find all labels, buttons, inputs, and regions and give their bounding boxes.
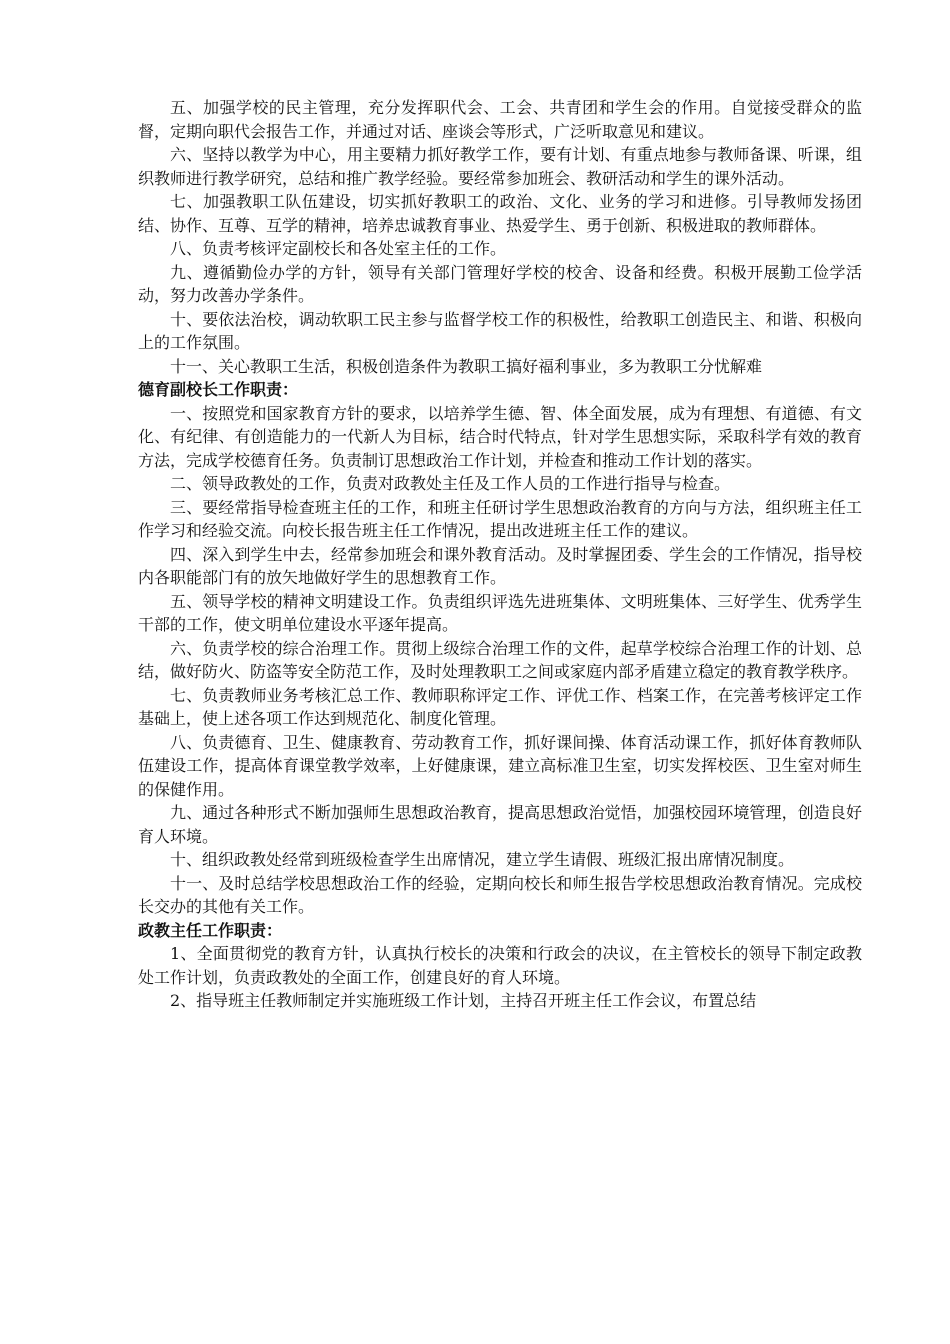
paragraph-principal-6: 六、坚持以教学为中心，用主要精力抓好教学工作，要有计划、有重点地参与教师备课、听课，组织教师进行教学研究，总结和推广教学经验。要经常参加班会、教研活动和学生的课外活动。 [138, 145, 862, 188]
paragraph-moral-2: 二、领导政教处的工作，负责对政教处主任及工作人员的工作进行指导与检查。 [170, 474, 731, 493]
paragraph-moral-6: 六、负责学校的综合治理工作。贯彻上级综合治理工作的文件，起草学校综合治理工作的计划、总结，做好防火、防盗等安全防范工作，及时处理教职工之间或家庭内部矛盾建立稳定的教育教学秩序。 [138, 638, 862, 681]
paragraph-moral-10: 十、组织政教处经常到班级检查学生出席情况，建立学生请假、班级汇报出席情况制度。 [170, 850, 795, 869]
section-principal-duties-continued [138, 96, 862, 378]
paragraph-moral-3: 三、要经常指导检查班主任的工作，和班主任研讨学生思想政治教育的方向与方法，组织班主任工作学习和经验交流。向校长报告班主任工作情况，提出改进班主任工作的建议。 [138, 497, 862, 540]
paragraph-moral-1: 一、按照党和国家教育方针的要求，以培养学生德、智、体全面发展，成为有理想、有道德、有文化、有纪律、有创造能力的一代新人为目标，结合时代特点，针对学生思想实际，采取科学有效的教育方法，完成学校德育任务。负责制订思想政治工作计划，并检查和推动工作计划的落实。 [138, 403, 862, 470]
paragraph-moral-9: 九、通过各种形式不断加强师生思想政治教育，提高思想政治觉悟，加强校园环境管理，创造良好育人环境。 [138, 803, 862, 846]
paragraph-moral-8: 八、负责德育、卫生、健康教育、劳动教育工作，抓好课间操、体育活动课工作，抓好体育教师队伍建设工作，提高体育课堂教学效率，上好健康课，建立高标准卫生室，切实发挥校医、卫生室对师生的保健作用。 [138, 732, 862, 799]
paragraph-principal-5: 五、加强学校的民主管理，充分发挥职代会、工会、共青团和学生会的作用。自觉接受群众的监督，定期向职代会报告工作，并通过对话、座谈会等形式，广泛听取意见和建议。 [138, 98, 862, 141]
paragraph-principal-9: 九、遵循勤俭办学的方针，领导有关部门管理好学校的校舍、设备和经费。积极开展勤工俭学活动，努力改善办学条件。 [138, 262, 862, 305]
paragraph-moral-11: 十一、及时总结学校思想政治工作的经验，定期向校长和师生报告学校思想政治教育情况。完成校长交办的其他有关工作。 [138, 873, 862, 916]
paragraph-principal-10: 十、要依法治校，调动软职工民主参与监督学校工作的积极性，给教职工创造民主、和谐、积极向上的工作氛围。 [138, 309, 862, 352]
paragraph-moral-4: 四、深入到学生中去，经常参加班会和课外教育活动。及时掌握团委、学生会的工作情况，指导校内各职能部门有的放矢地做好学生的思想教育工作。 [138, 544, 862, 587]
section-heading-moral-vice-principal: 德育副校长工作职责： [138, 380, 299, 399]
paragraph-principal-8: 八、负责考核评定副校长和各处室主任的工作。 [170, 239, 507, 258]
paragraph-moral-5: 五、领导学校的精神文明建设工作。负责组织评选先进班集体、文明班集体、三好学生、优秀学生干部的工作，使文明单位建设水平逐年提高。 [138, 591, 862, 634]
document-page [138, 96, 862, 1013]
paragraph-director-1: 1、全面贯彻党的教育方针，认真执行校长的决策和行政会的决议，在主管校长的领导下制定政教处工作计划，负责政教处的全面工作，创建良好的育人环境。 [138, 944, 862, 987]
paragraph-principal-11: 十一、关心教职工生活，积极创造条件为教职工搞好福利事业，多为教职工分忧解难 [170, 356, 763, 376]
paragraph-principal-7: 七、加强教职工队伍建设，切实抓好教职工的政治、文化、业务的学习和进修。引导教师发扬团结、协作、互尊、互学的精神，培养忠诚教育事业、热爱学生、勇于创新、积极进取的教师群体。 [138, 192, 862, 235]
section-heading-political-director: 政教主任工作职责： [138, 920, 283, 940]
section-political-director [138, 919, 862, 1013]
paragraph-director-2: 2、指导班主任教师制定并实施班级工作计划，主持召开班主任工作会议，布置总结 [170, 991, 757, 1010]
paragraph-moral-7: 七、负责教师业务考核汇总工作、教师职称评定工作、评优工作、档案工作，在完善考核评定工作基础上，使上述各项工作达到规范化、制度化管理。 [138, 685, 862, 728]
section-moral-vice-principal [138, 378, 862, 919]
